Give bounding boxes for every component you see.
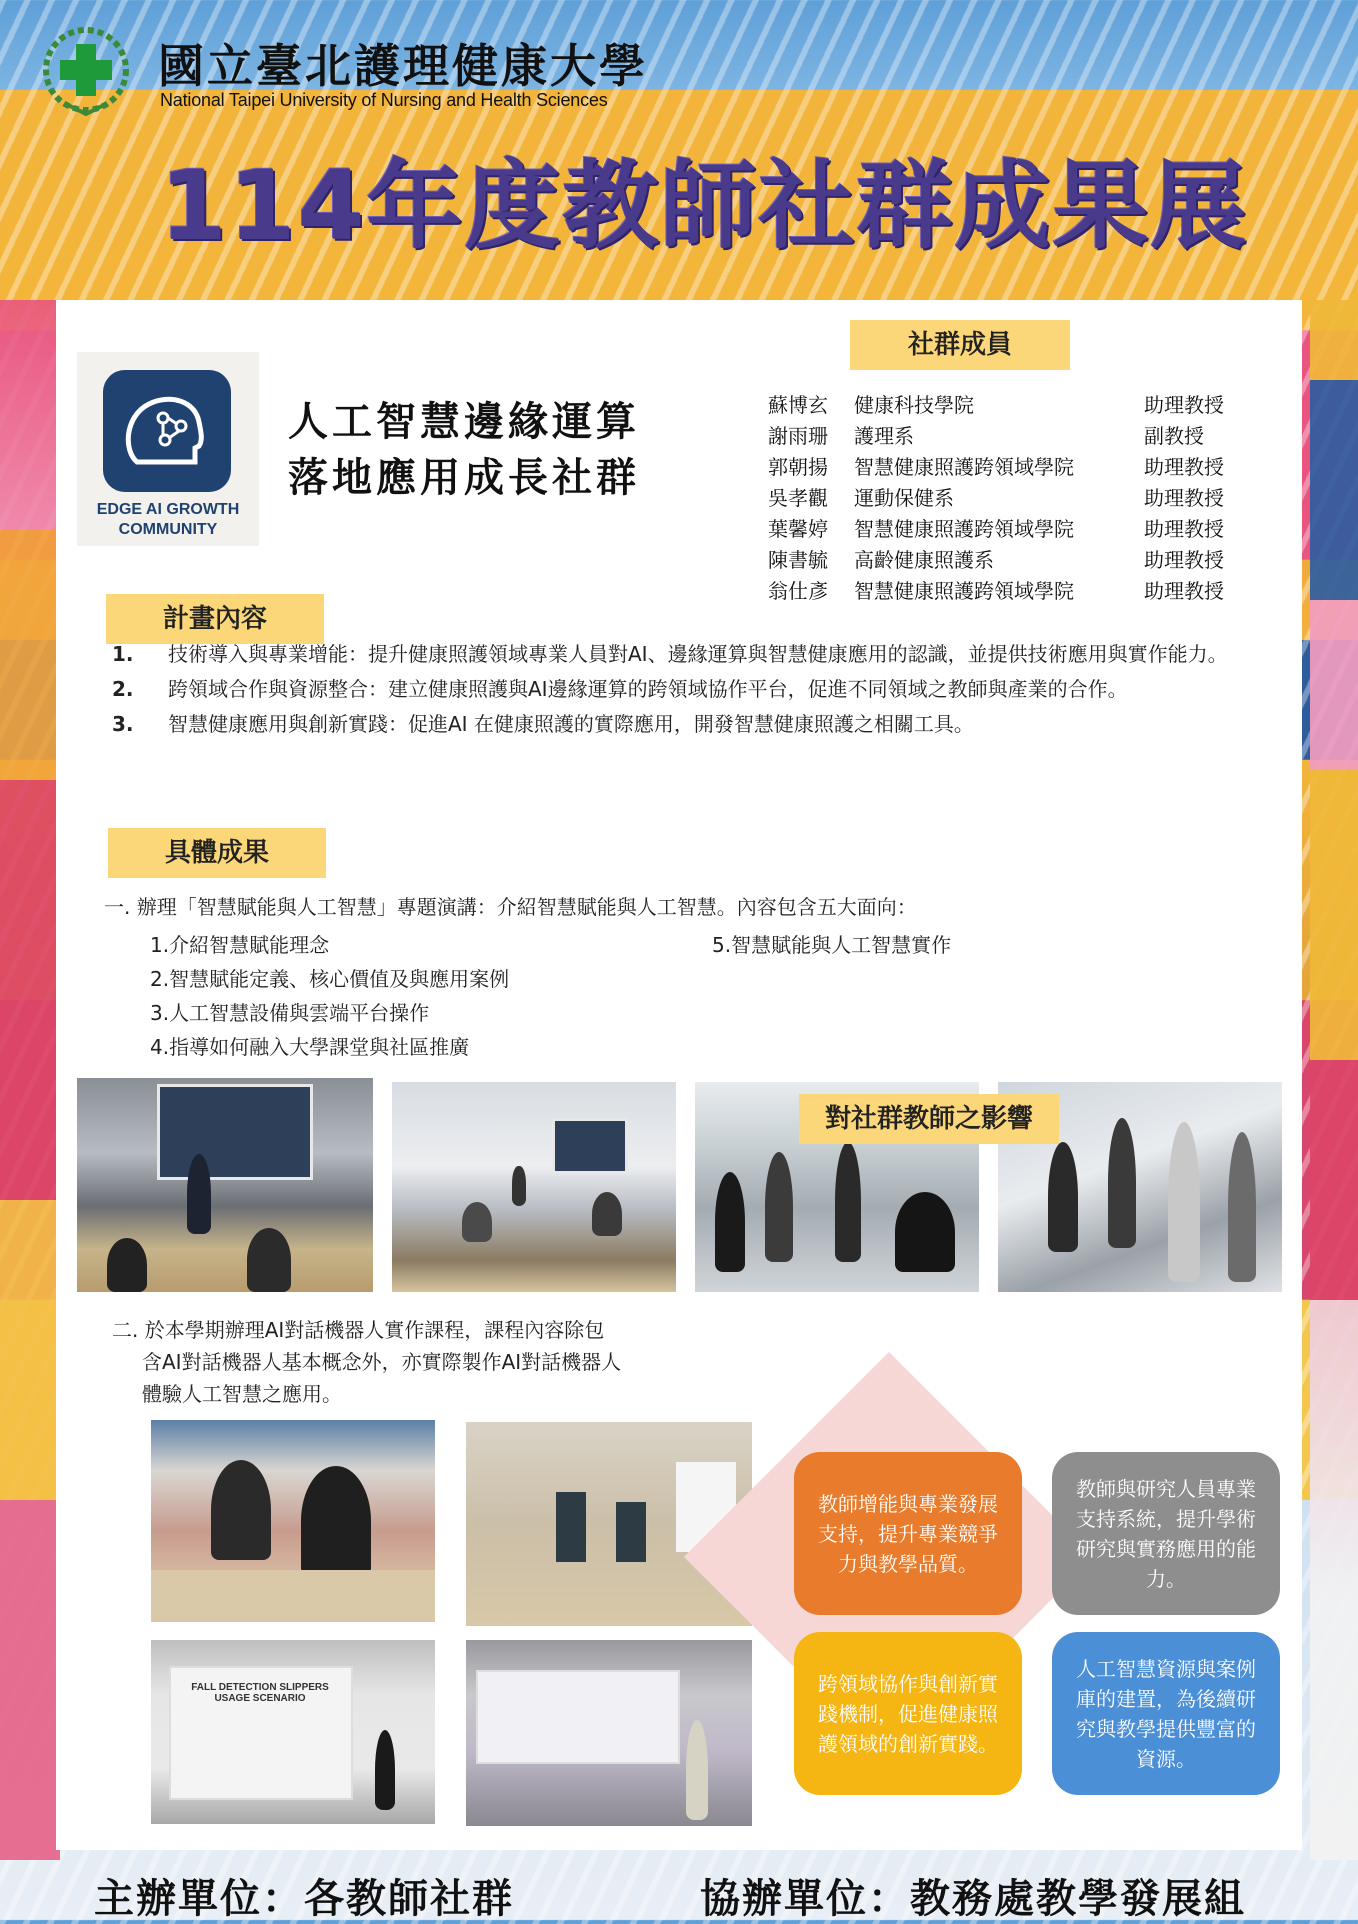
lecture-photo (77, 1078, 373, 1292)
result2-line3: 體驗人工智慧之應用。 (142, 1382, 342, 1406)
result1-intro: 一. 辦理「智慧賦能與人工智慧」專題演講：介紹智慧賦能與人工智慧。內容包含五大面向： (104, 895, 917, 919)
organizer-label: 主辦單位：各教師社群 (94, 1876, 514, 1922)
plan-item: 3. 智慧健康應用與創新實踐：促進AI 在健康照護的實際應用，開發智慧健康照護之相關工具。 (112, 712, 974, 736)
lecture-photo (392, 1082, 676, 1292)
workshop-photo (466, 1640, 752, 1826)
content-panel (56, 300, 1302, 1850)
list-item: 5.智慧賦能與人工智慧實作 (712, 933, 952, 957)
left-decor-strip (0, 300, 60, 1860)
co-organizer-label: 協辦單位：教務處教學發展組 (700, 1876, 1246, 1922)
logo-text-line1: EDGE AI GROWTH (96, 501, 240, 518)
member-row: 翁仕彥 智慧健康照護跨領域學院 助理教授 (768, 579, 1224, 603)
slide-title: FALL DETECTION SLIPPERS USAGE SCENARIO (191, 1682, 329, 1704)
member-row: 蘇博玄 健康科技學院 助理教授 (768, 393, 1224, 417)
impact-heading: 對社群教師之影響 (799, 1094, 1059, 1144)
members-heading: 社群成員 (850, 320, 1070, 370)
impact-box-orange: 教師增能與專業發展支持，提升專業競爭力與教學品質。 (794, 1452, 1022, 1615)
member-row: 陳書毓 高齡健康照護系 助理教授 (768, 548, 1224, 572)
list-item: 3.人工智慧設備與雲端平台操作 (150, 1001, 430, 1025)
university-header (36, 22, 736, 122)
impact-box-yellow: 跨領域協作與創新實踐機制，促進健康照護領域的創新實踐。 (794, 1632, 1022, 1795)
page-title: 114年度教師社群成果展 (160, 150, 1249, 262)
brain-circuit-icon (103, 370, 231, 492)
workshop-photo (151, 1420, 435, 1622)
member-row: 葉馨婷 智慧健康照護跨領域學院 助理教授 (768, 517, 1224, 541)
members-list (768, 390, 1288, 607)
list-item: 4.指導如何融入大學課堂與社區推廣 (150, 1035, 470, 1059)
result2-text (112, 1314, 772, 1410)
plan-list (112, 638, 1282, 743)
result2-line2: 含AI對話機器人基本概念外，亦實際製作AI對話機器人 (142, 1350, 622, 1374)
university-logo-icon (36, 22, 136, 122)
community-name-line2: 落地應用成長社群 (288, 454, 640, 501)
right-decor-strip (1310, 300, 1358, 1860)
result1-items (150, 928, 509, 1064)
member-row: 吳孝觀 運動保健系 助理教授 (768, 486, 1224, 510)
plan-item: 2. 跨領域合作與資源整合：建立健康照護與AI邊緣運算的跨領域協作平台，促進不同領域之教師與產業的合作。 (112, 677, 1128, 701)
plan-heading: 計畫內容 (106, 594, 324, 644)
community-name (288, 394, 640, 506)
list-item: 2.智慧賦能定義、核心價值及與應用案例 (150, 967, 510, 991)
results-heading: 具體成果 (108, 828, 326, 878)
university-name-zh: 國立臺北護理健康大學 (158, 39, 648, 93)
workshop-photo (466, 1422, 752, 1626)
community-logo (77, 352, 259, 546)
university-name-en: National Taipei University of Nursing and Health Sciences (160, 90, 608, 110)
community-name-line1: 人工智慧邊緣運算 (288, 398, 640, 445)
result2-line1: 二. 於本學期辦理AI對話機器人實作課程，課程內容除包 (112, 1318, 605, 1342)
member-row: 謝雨珊 護理系 副教授 (768, 424, 1204, 448)
member-row: 郭朝揚 智慧健康照護跨領域學院 助理教授 (768, 455, 1224, 479)
workshop-photo (151, 1640, 435, 1824)
logo-text-line2: COMMUNITY (118, 521, 218, 538)
plan-item: 1. 技術導入與專業增能：提升健康照護領域專業人員對AI、邊緣運算與智慧健康應用的認識，並提供技術應用與實作能力。 (112, 642, 1228, 666)
impact-box-gray: 教師與研究人員專業支持系統，提升學術研究與實務應用的能力。 (1052, 1452, 1280, 1615)
impact-box-blue: 人工智慧資源與案例庫的建置，為後續研究與教學提供豐富的資源。 (1052, 1632, 1280, 1795)
list-item: 1.介紹智慧賦能理念 (150, 933, 330, 957)
